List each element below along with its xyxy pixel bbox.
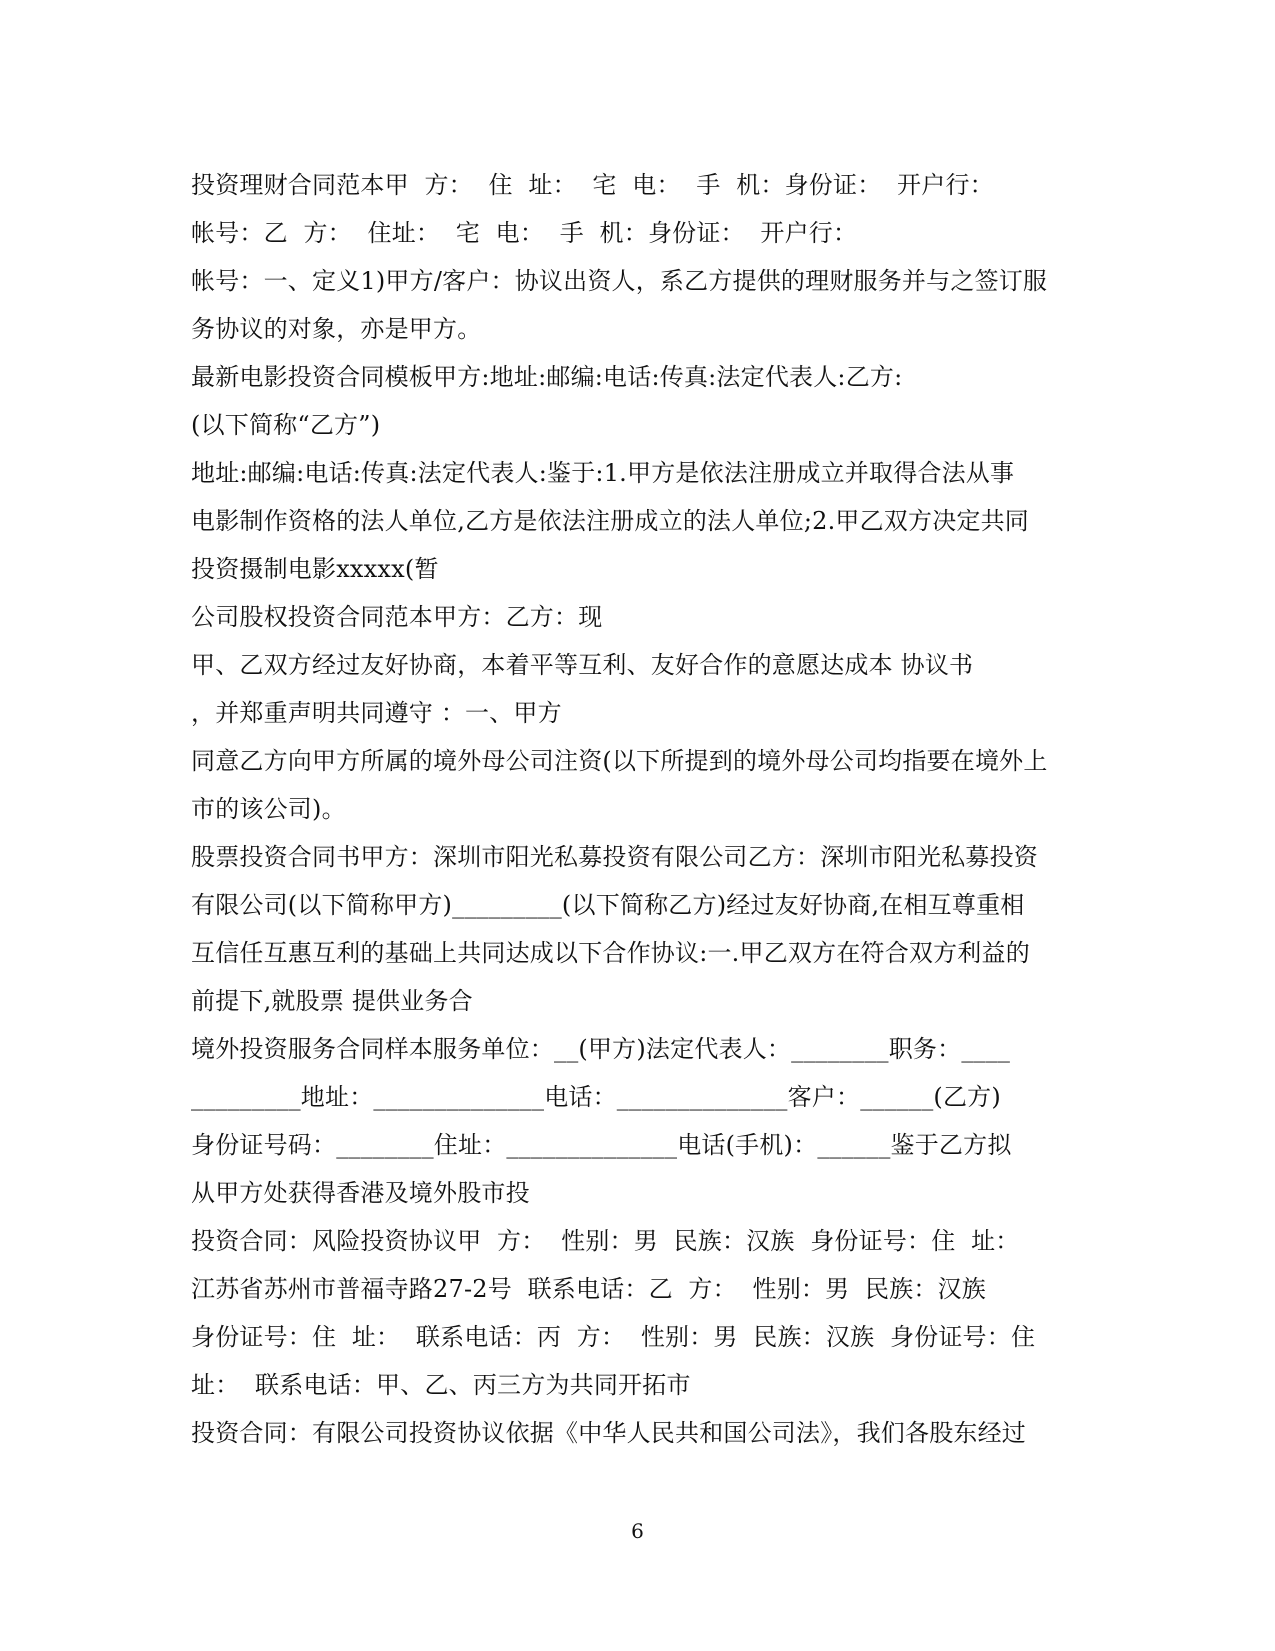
text-line: 身份证号：住 址： 联系电话：丙 方： 性别：男 民族：汉族 身份证号：住	[191, 1323, 1036, 1351]
text-line: 地址:邮编:电话:传真:法定代表人:鉴于:1.甲方是依法注册成立并取得合法从事	[191, 459, 1015, 487]
text-line: 务协议的对象，亦是甲方。	[191, 315, 482, 343]
text-line: ，并郑重声明共同遵守 ：一、甲方	[191, 699, 562, 727]
text-line: 甲、乙双方经过友好协商，本着平等互利、友好合作的意愿达成本 协议书	[191, 651, 974, 679]
page-number: 6	[631, 1519, 644, 1543]
text-line: (以下简称“乙方”)	[191, 411, 381, 439]
text-line: 投资合同：有限公司投资协议依据《中华人民共和国公司法》，我们各股东经过	[191, 1419, 1026, 1447]
text-line: 帐号：一、定义1)甲方/客户：协议出资人，系乙方提供的理财服务并与之签订服	[191, 267, 1048, 295]
text-line: 帐号：乙 方： 住址： 宅 电： 手 机：身份证： 开户行：	[191, 219, 858, 247]
text-line: 前提下,就股票 提供业务合	[191, 987, 473, 1015]
text-line: 有限公司(以下简称甲方)_________(以下简称乙方)经过友好协商,在相互尊重相	[191, 891, 1025, 919]
document-body	[191, 161, 1081, 1457]
text-line: 投资合同：风险投资协议甲 方： 性别：男 民族：汉族 身份证号：住 址：	[191, 1227, 1020, 1255]
text-line: 公司股权投资合同范本甲方：乙方：现	[191, 603, 603, 631]
text-line: 电影制作资格的法人单位,乙方是依法注册成立的法人单位;2.甲乙双方决定共同	[191, 507, 1030, 535]
text-line: 同意乙方向甲方所属的境外母公司注资(以下所提到的境外母公司均指要在境外上	[191, 747, 1048, 775]
text-line: 从甲方处获得香港及境外股市投	[191, 1179, 530, 1207]
text-line: 身份证号码：________住址：______________电话(手机)：______鉴于乙方拟	[191, 1131, 1012, 1159]
text-line: 互信任互惠互利的基础上共同达成以下合作协议:一.甲乙双方在符合双方利益的	[191, 939, 1030, 967]
text-line: 境外投资服务合同样本服务单位：__(甲方)法定代表人：________职务：____	[191, 1035, 1011, 1063]
text-line: 投资摄制电影xxxxx(暂	[191, 555, 439, 583]
text-line: 江苏省苏州市普福寺路27-2号 联系电话：乙 方： 性别：男 民族：汉族	[191, 1275, 986, 1303]
text-line: 址： 联系电话：甲、乙、丙三方为共同开拓市	[191, 1371, 691, 1399]
text-line: 市的该公司)。	[191, 795, 346, 823]
text-line: _________地址：______________电话：______________客户：______(乙方)	[191, 1083, 1001, 1111]
text-line: 最新电影投资合同模板甲方:地址:邮编:电话:传真:法定代表人:乙方:	[191, 363, 903, 391]
text-line: 投资理财合同范本甲 方： 住 址： 宅 电： 手 机：身份证： 开户行：	[191, 171, 994, 199]
text-line: 股票投资合同书甲方：深圳市阳光私募投资有限公司乙方：深圳市阳光私募投资	[191, 843, 1038, 871]
